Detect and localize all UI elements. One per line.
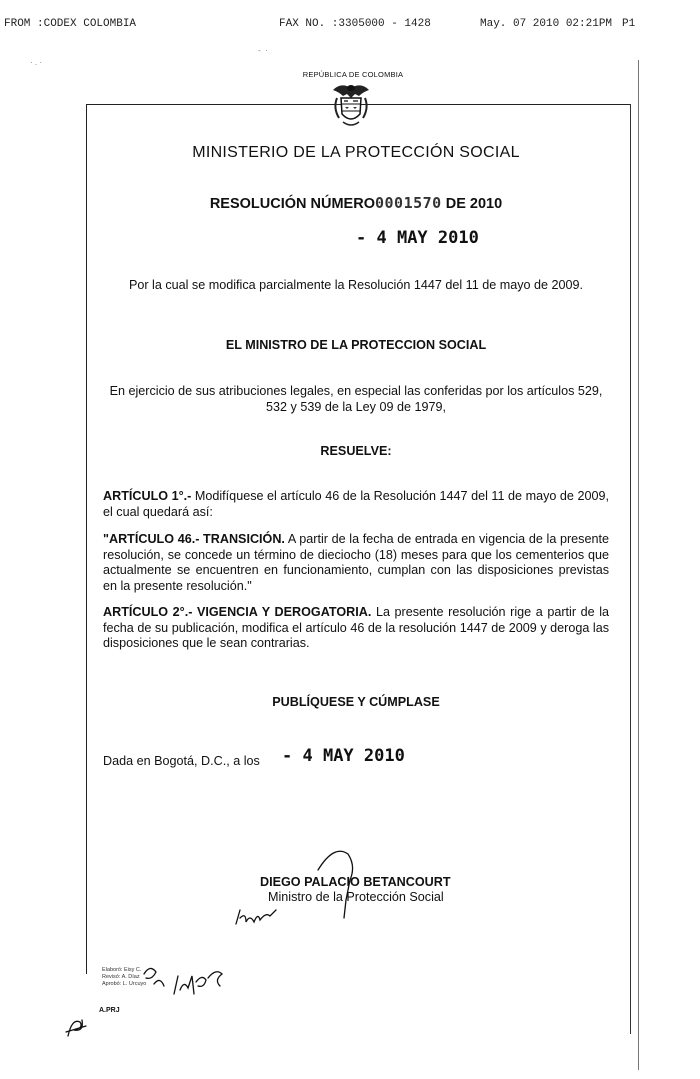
article-46-title: "ARTÍCULO 46.- TRANSICIÓN. <box>103 532 285 546</box>
coat-of-arms-icon <box>327 80 375 130</box>
fax-number: FAX NO. :3305000 - 1428 <box>279 18 431 30</box>
resolution-subtitle: Por la cual se modifica parcialmente la Resolución 1447 del 11 de mayo de 2009. <box>128 278 584 292</box>
article-46-text: A partir de la fecha de entrada en vigencia de la presente resolución, se concede un término de dieciocho (18) meses para que los cementerios que actualmente se encuentren en funcionamiento, cumplan con las disposiciones previstas en la presente resolución." <box>103 532 609 593</box>
stamped-date-top-value: 4 MAY 2010 <box>376 228 479 248</box>
resolution-year: DE 2010 <box>445 196 503 212</box>
footer-mark: A.PRJ <box>99 1007 120 1014</box>
resuelve-heading: RESUELVE: <box>320 444 392 458</box>
article-46 <box>103 532 609 594</box>
article-1 <box>103 489 609 520</box>
stamp-dash: - <box>356 228 377 248</box>
stamped-date-bottom-value: 4 MAY 2010 <box>302 746 405 766</box>
frame-left-line <box>86 104 87 974</box>
dada-text: Dada en Bogotá, D.C., a los <box>103 754 260 768</box>
resolution-label: RESOLUCIÓN NÚMERO <box>209 196 375 212</box>
margin-scribble <box>62 1012 92 1042</box>
page-edge-line <box>638 60 639 1070</box>
minister-heading: EL MINISTRO DE LA PROTECCION SOCIAL <box>225 338 487 352</box>
stamp-dash-bottom: - <box>282 746 303 766</box>
ministry-title: MINISTERIO DE LA PROTECCIÓN SOCIAL <box>192 144 520 161</box>
footer-aprobo: Aprobó: L. Urcuyo <box>102 981 147 987</box>
handwritten-initials <box>232 904 292 930</box>
footer-elaboro: Elaboró: Eisy C. <box>102 967 142 973</box>
article-2-title: ARTÍCULO 2°.- VIGENCIA Y DEROGATORIA. <box>103 605 372 619</box>
fax-page: P1 <box>622 18 636 30</box>
resolution-number-stamp: 0001570 <box>374 194 442 212</box>
stamped-date-top <box>356 228 479 248</box>
article-2 <box>103 605 609 652</box>
signatory-title: Ministro de la Protección Social <box>268 890 444 904</box>
footer-scribbles <box>140 960 230 1000</box>
resolution-line <box>96 194 616 212</box>
fax-from: FROM :CODEX COLOMBIA <box>4 18 137 30</box>
signatory-name: DIEGO PALACIO BETANCOURT <box>260 875 451 889</box>
preamble-text: En ejercicio de sus atribuciones legales, en especial las conferidas por los artículos 529, 532 y 539 de la Ley 09 de 1979, <box>109 384 603 414</box>
noise-mark: - · <box>258 46 268 55</box>
stamped-date-bottom <box>282 746 405 766</box>
article-2-text: La presente resolución rige a partir de la fecha de su publicación, modifica el artículo 46 de la resolución 1447 de 2009 y deroga las disposiciones que le sean contrarias. <box>103 605 610 650</box>
noise-mark: · . · <box>30 58 42 67</box>
republic-label: REPÚBLICA DE COLOMBIA <box>302 70 404 79</box>
article-1-text: Modifíquese el artículo 46 de la Resolución 1447 del 11 de mayo de 2009, el cual quedará así: <box>103 489 609 519</box>
article-1-title: ARTÍCULO 1°.- <box>103 489 192 503</box>
fax-date: May. 07 2010 02:21PM <box>480 18 613 30</box>
footer-reviso: Revisó: A. Díaz <box>102 974 140 980</box>
frame-right-line <box>630 104 631 1034</box>
publiquese-heading: PUBLÍQUESE Y CÚMPLASE <box>272 695 440 709</box>
